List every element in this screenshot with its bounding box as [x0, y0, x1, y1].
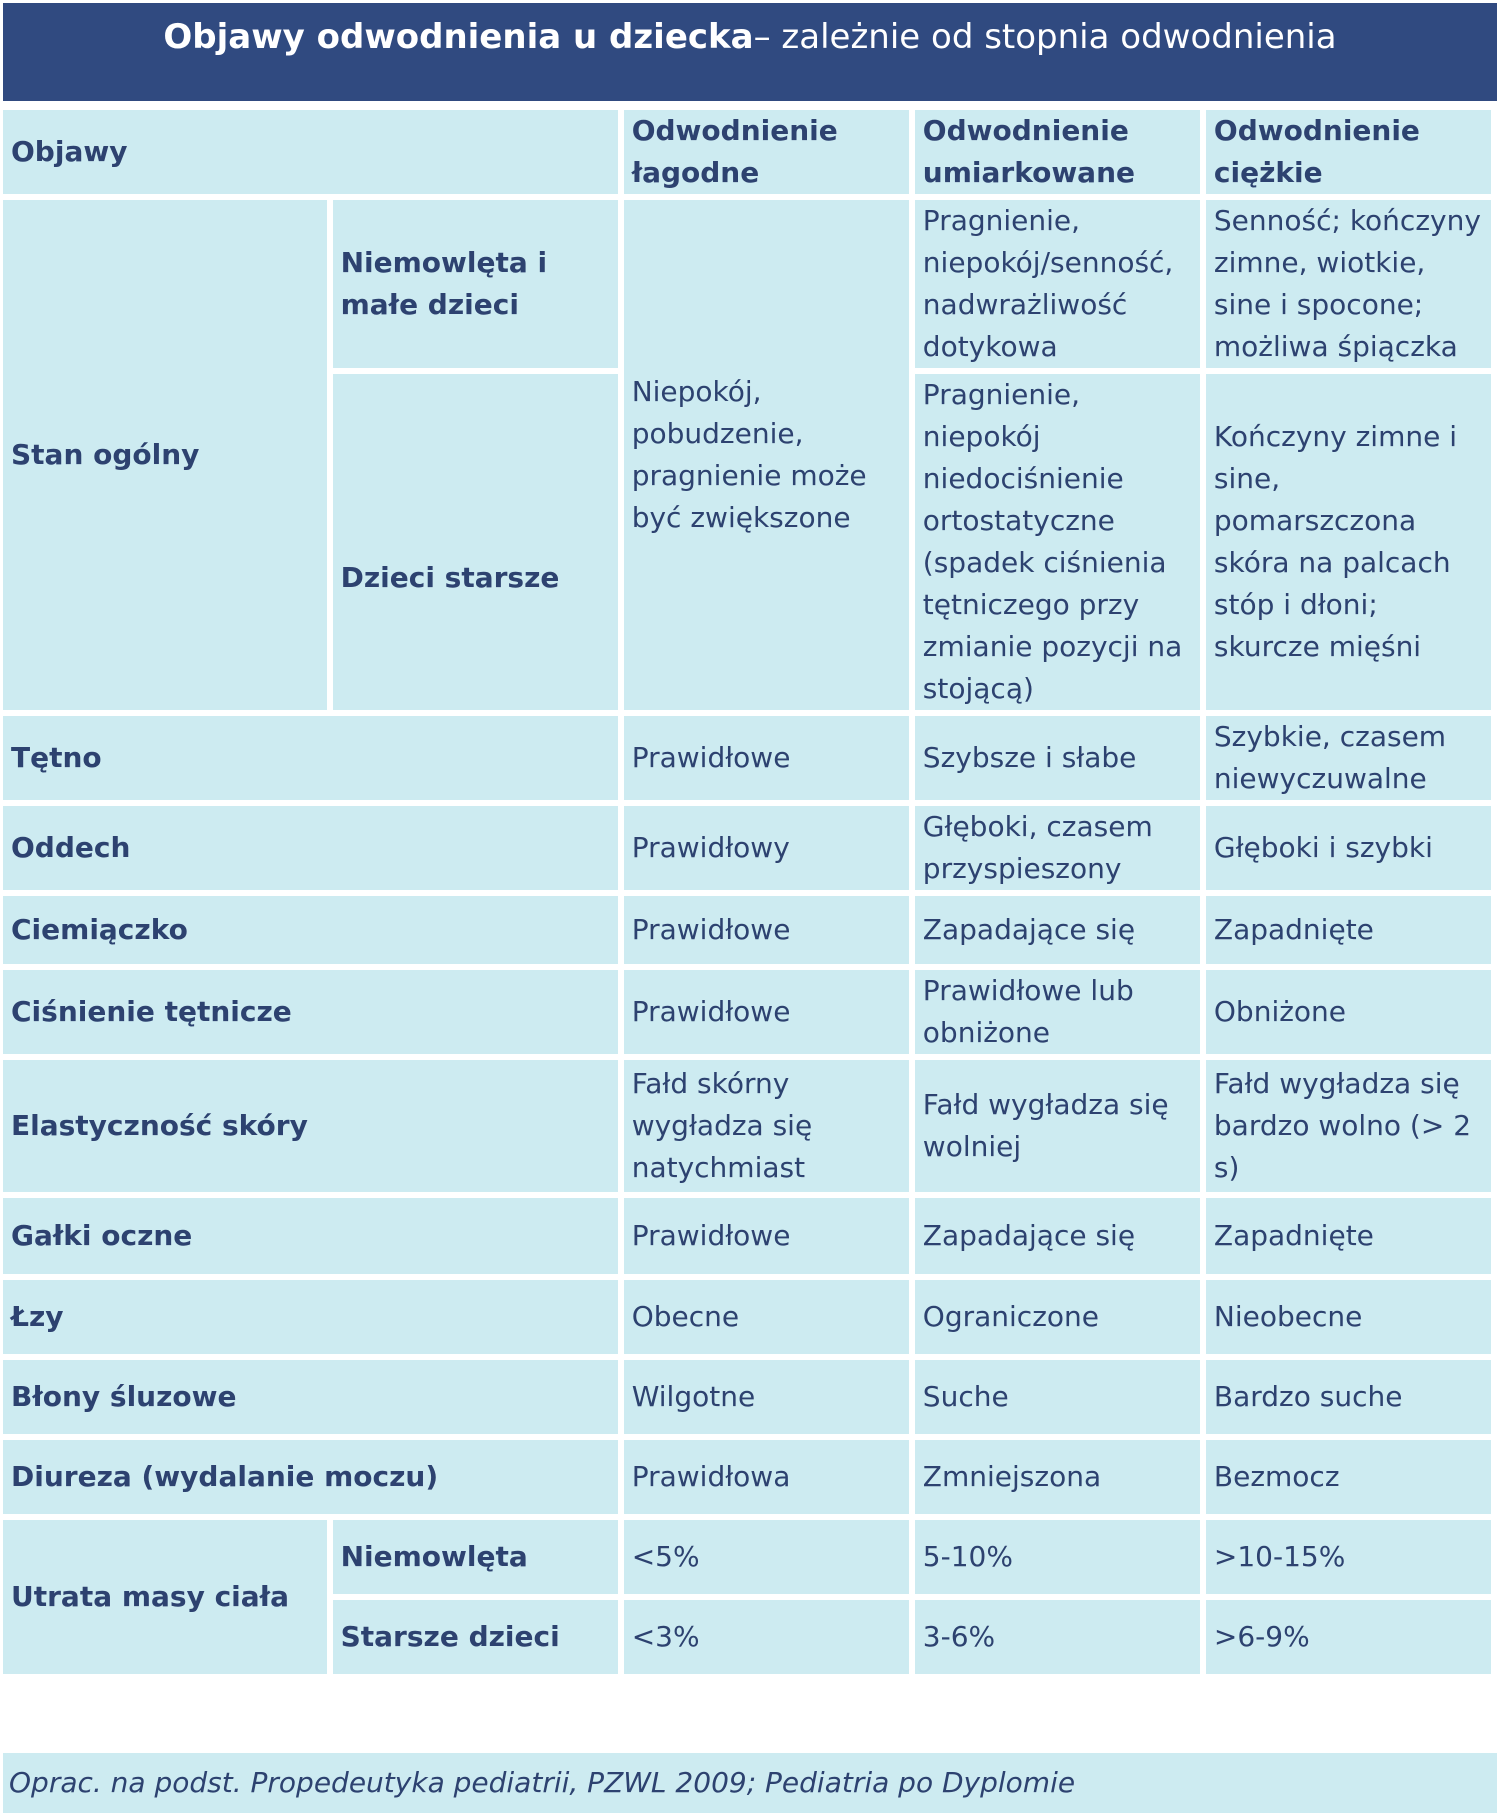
row-label: Ciśnienie tętnicze [3, 970, 618, 1054]
cell-severe: Szybkie, czasem niewyczuwalne [1206, 716, 1491, 800]
cell-severe: Obniżone [1206, 970, 1491, 1054]
cell-moderate: Suche [915, 1360, 1200, 1434]
page-title [3, 3, 1497, 101]
cell-general-infants-moderate: Pragnienie, niepokój/senność, nadwrażliwość dotykowa [915, 200, 1200, 368]
row-label: Łzy [3, 1280, 618, 1354]
cell-weight-older-moderate: 3-6% [915, 1600, 1200, 1674]
title-rest: – zależnie od stopnia odwodnienia [753, 17, 1337, 57]
cell-severe: Fałd wygładza się bardzo wolno (> 2 s) [1206, 1060, 1491, 1192]
row-label: Diureza (wydalanie moczu) [3, 1440, 618, 1514]
cell-moderate: Zapadające się [915, 1198, 1200, 1274]
sublabel-older: Dzieci starsze [333, 374, 618, 710]
title-bold: Objawy odwodnienia u dziecka [163, 17, 754, 57]
cell-mild: Fałd skórny wygładza się natychmiast [624, 1060, 909, 1192]
row-label-weight: Utrata masy ciała [3, 1520, 327, 1674]
row-label: Oddech [3, 806, 618, 890]
sublabel-infants: Niemowlęta i małe dzieci [333, 200, 618, 368]
sublabel-weight-infants: Niemowlęta [333, 1520, 618, 1594]
cell-weight-infants-mild: <5% [624, 1520, 909, 1594]
table-row [3, 1280, 1491, 1354]
cell-moderate: Głęboki, czasem przyspieszony [915, 806, 1200, 890]
cell-mild: Obecne [624, 1280, 909, 1354]
symptoms-table [0, 104, 1497, 1680]
cell-weight-infants-moderate: 5-10% [915, 1520, 1200, 1594]
cell-severe: Zapadnięte [1206, 1198, 1491, 1274]
cell-mild: Prawidłowe [624, 1198, 909, 1274]
cell-mild: Prawidłowe [624, 896, 909, 964]
row-label: Błony śluzowe [3, 1360, 618, 1434]
row-label: Tętno [3, 716, 618, 800]
table-row [3, 1060, 1491, 1192]
cell-mild: Prawidłowa [624, 1440, 909, 1514]
cell-mild: Wilgotne [624, 1360, 909, 1434]
cell-moderate: Zmniejszona [915, 1440, 1200, 1514]
table-row [3, 1520, 1491, 1594]
header-severe: Odwodnienie ciężkie [1206, 110, 1491, 194]
table-row [3, 896, 1491, 964]
cell-moderate: Zapadające się [915, 896, 1200, 964]
table-row [3, 806, 1491, 890]
cell-weight-older-severe: >6-9% [1206, 1600, 1491, 1674]
source-footnote: Oprac. na podst. Propedeutyka pediatrii, PZWL 2009; Pediatria po Dyplomie [3, 1753, 1497, 1813]
cell-moderate: Fałd wygładza się wolniej [915, 1060, 1200, 1192]
cell-general-mild: Niepokój, pobudzenie, pragnienie może być zwiększone [624, 200, 909, 710]
sublabel-weight-older: Starsze dzieci [333, 1600, 618, 1674]
cell-mild: Prawidłowe [624, 970, 909, 1054]
header-row [3, 110, 1491, 194]
header-symptoms: Objawy [3, 110, 618, 194]
row-label: Elastyczność skóry [3, 1060, 618, 1192]
cell-general-older-severe: Kończyny zimne i sine, pomarszczona skóra na palcach stóp i dłoni; skurcze mięśni [1206, 374, 1491, 710]
header-moderate: Odwodnienie umiarkowane [915, 110, 1200, 194]
cell-severe: Bardzo suche [1206, 1360, 1491, 1434]
table-row [3, 716, 1491, 800]
cell-mild: Prawidłowy [624, 806, 909, 890]
table-row [3, 200, 1491, 368]
cell-moderate: Prawidłowe lub obniżone [915, 970, 1200, 1054]
table-row [3, 1360, 1491, 1434]
cell-severe: Bezmocz [1206, 1440, 1491, 1514]
table-row [3, 1440, 1491, 1514]
cell-general-infants-severe: Senność; kończyny zimne, wiotkie, sine i spocone; możliwa śpiączka [1206, 200, 1491, 368]
row-label: Ciemiączko [3, 896, 618, 964]
table-row [3, 970, 1491, 1054]
cell-weight-infants-severe: >10-15% [1206, 1520, 1491, 1594]
header-mild: Odwodnienie łagodne [624, 110, 909, 194]
row-label: Gałki oczne [3, 1198, 618, 1274]
cell-weight-older-mild: <3% [624, 1600, 909, 1674]
cell-severe: Nieobecne [1206, 1280, 1491, 1354]
cell-severe: Zapadnięte [1206, 896, 1491, 964]
cell-moderate: Ograniczone [915, 1280, 1200, 1354]
cell-mild: Prawidłowe [624, 716, 909, 800]
cell-severe: Głęboki i szybki [1206, 806, 1491, 890]
row-label-general: Stan ogólny [3, 200, 327, 710]
cell-moderate: Szybsze i słabe [915, 716, 1200, 800]
cell-general-older-moderate: Pragnienie, niepokój niedociśnienie ortostatyczne (spadek ciśnienia tętniczego przy zmianie pozycji na stojącą) [915, 374, 1200, 710]
table-row [3, 1198, 1491, 1274]
